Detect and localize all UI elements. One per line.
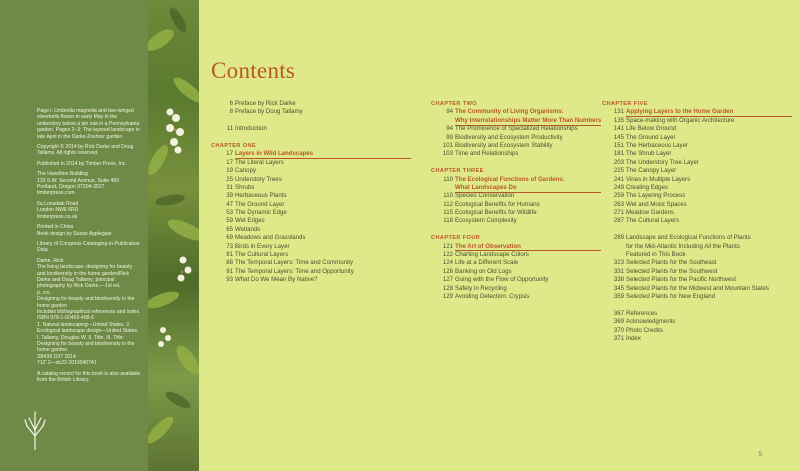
toc-page-number: 69 xyxy=(226,234,233,242)
toc-entry-title: Why Interrelationships Matter More Than Numbers xyxy=(455,116,602,124)
toc-entry[interactable] xyxy=(431,209,601,217)
toc-page-number: 249 xyxy=(613,183,624,191)
toc-entry-title: The Temporal Layers: Time and Community xyxy=(235,259,354,267)
toc-entry-title: Species Conservation xyxy=(455,192,515,200)
toc-entry-title: The Cultural Layers xyxy=(235,251,289,259)
toc-page-number: 6 xyxy=(229,100,233,107)
toc-entry-title: The Community of Living Organisms: xyxy=(455,108,564,116)
contents-column-3 xyxy=(602,100,792,343)
toc-entry[interactable] xyxy=(602,327,792,335)
toc-page-number: 259 xyxy=(613,192,624,200)
toc-entry-title: Wetlands xyxy=(235,225,261,233)
toc-entry[interactable] xyxy=(211,209,411,217)
toc-entry[interactable] xyxy=(602,167,792,175)
toc-page-number: 367 xyxy=(613,309,624,317)
copyright-text xyxy=(37,108,141,387)
toc-entry-title: Preface by Rick Darke xyxy=(235,100,296,107)
toc-entry[interactable] xyxy=(431,276,601,284)
toc-page-number: 103 xyxy=(442,150,453,158)
toc-entry-title: for the Mid-Atlantic Including All the Plants xyxy=(626,242,740,250)
toc-page-number: 131 xyxy=(613,108,624,116)
toc-page-number: 141 xyxy=(613,125,624,133)
toc-page-number: 263 xyxy=(613,200,624,208)
chapter-label: CHAPTER TWO xyxy=(431,101,478,107)
toc-entry[interactable] xyxy=(602,335,792,343)
toc-entry[interactable] xyxy=(431,134,601,142)
toc-entry-title: Shrubs xyxy=(235,183,255,191)
toc-entry-title: Selected Plants for New England xyxy=(626,292,716,300)
chapter-label: CHAPTER FIVE xyxy=(602,101,648,107)
toc-entry[interactable] xyxy=(431,217,601,225)
toc-entry[interactable] xyxy=(211,176,411,184)
chapter-title[interactable] xyxy=(431,243,601,251)
toc-entry[interactable] xyxy=(431,142,601,150)
toc-entry[interactable] xyxy=(211,125,411,133)
toc-entry-title: Meadows and Grasslands xyxy=(235,234,306,242)
toc-entry-title: The Ground Layer xyxy=(626,133,676,141)
toc-entry[interactable] xyxy=(602,251,792,259)
toc-entry[interactable] xyxy=(431,150,601,158)
toc-page-number: 225 xyxy=(613,167,624,175)
toc-entry-title: Selected Plants for the Midwest and Mountain States xyxy=(626,284,769,292)
toc-entry[interactable] xyxy=(211,234,411,242)
toc-entry-title: Preface by Doug Tallamy xyxy=(235,108,303,116)
copyright-paragraph: Library of Congress Cataloging-in-Publication Data xyxy=(37,240,140,254)
tree-logo-icon xyxy=(24,410,46,450)
toc-entry[interactable] xyxy=(602,142,792,150)
toc-page-number: 65 xyxy=(226,225,233,233)
toc-entry-title: Understory Trees xyxy=(235,175,282,183)
toc-entry[interactable] xyxy=(431,285,601,293)
toc-entry-title: Going with the Flow of Opportunity xyxy=(455,276,549,284)
toc-entry-title: The Dynamic Edge xyxy=(235,209,287,217)
toc-entry[interactable] xyxy=(602,150,792,158)
spacer xyxy=(602,226,792,234)
toc-page-number: 17 xyxy=(226,150,233,158)
copyright-paragraph: 6a Lonsdale Road London NW6 6RD timberpress.co.uk xyxy=(37,200,79,220)
toc-entry[interactable] xyxy=(602,217,792,225)
toc-page-number: 19 xyxy=(226,167,233,175)
chapter-title[interactable] xyxy=(211,150,411,158)
toc-page-number: 47 xyxy=(226,200,233,208)
copyright-paragraph: A catalog record for this book is also available from the British Library. xyxy=(37,370,141,384)
toc-entry[interactable] xyxy=(602,192,792,200)
toc-entry[interactable] xyxy=(211,108,411,116)
toc-entry[interactable] xyxy=(602,201,792,209)
toc-entry[interactable] xyxy=(602,318,792,326)
toc-page-number: 271 xyxy=(613,209,624,217)
toc-page-number: 99 xyxy=(446,133,453,141)
toc-entry[interactable] xyxy=(211,259,411,267)
toc-entry[interactable] xyxy=(431,192,601,200)
toc-page-number: 121 xyxy=(442,242,453,250)
chapter-title[interactable] xyxy=(602,108,792,116)
contents-column-2 xyxy=(431,100,601,301)
toc-page-number: 8 xyxy=(229,108,233,116)
toc-entry-title: Featured in This Book xyxy=(626,251,686,259)
toc-page-number: 112 xyxy=(443,200,453,208)
toc-page-number: 289 xyxy=(613,234,624,242)
toc-entry-title: Layers in Wild Landscapes xyxy=(235,150,314,158)
toc-page-number: 93 xyxy=(226,276,233,284)
toc-entry[interactable] xyxy=(602,276,792,284)
toc-page-number: 135 xyxy=(613,116,624,124)
toc-entry-title: What Landscapes Do xyxy=(455,183,517,191)
toc-entry[interactable] xyxy=(602,293,792,301)
copyright-paragraph: Copyright © 2014 by Rick Darke and Doug Tallamy. All rights reserved. xyxy=(37,144,134,157)
toc-entry-title: The Art of Observation xyxy=(455,242,521,250)
toc-page-number: 287 xyxy=(613,217,624,225)
toc-entry-title: Space-making with Organic Architecture xyxy=(626,116,735,124)
toc-entry-title: The Shrub Layer xyxy=(626,150,672,158)
toc-entry-title: The Layering Process xyxy=(626,192,686,200)
toc-entry-title: Avoiding Detection: Crypsis xyxy=(455,292,530,300)
spacer xyxy=(211,134,411,142)
chapter-label: CHAPTER THREE xyxy=(431,168,484,175)
toc-page-number: 91 xyxy=(226,267,233,275)
toc-page-number: 338 xyxy=(613,276,624,284)
toc-entry[interactable] xyxy=(211,167,411,175)
toc-entry[interactable] xyxy=(431,268,601,276)
toc-page-number: 127 xyxy=(442,276,453,284)
toc-entry[interactable] xyxy=(211,268,411,276)
toc-page-number: 31 xyxy=(226,183,233,191)
toc-entry-title: Life at a Different Scale xyxy=(455,259,519,267)
toc-entry-title: Introduction xyxy=(235,125,267,133)
toc-page-number: 81 xyxy=(226,251,233,259)
spacer xyxy=(211,117,411,125)
toc-entry-title: Biodiversity and Ecosystem Productivity xyxy=(455,133,563,141)
toc-page-number: 94 xyxy=(446,125,453,133)
toc-entry-title: The Prominence of Specialized Relationships xyxy=(455,125,578,133)
toc-entry[interactable] xyxy=(602,310,792,318)
toc-page-number: 88 xyxy=(226,259,233,267)
toc-entry-title: Herbaceous Plants xyxy=(235,192,287,200)
toc-entry[interactable] xyxy=(211,184,411,192)
toc-entry[interactable] xyxy=(431,251,601,259)
toc-page-number: 370 xyxy=(613,326,624,334)
toc-page-number: 323 xyxy=(613,259,624,267)
spacer xyxy=(602,301,792,309)
toc-entry-title: The Ecological Functions of Gardens: xyxy=(455,175,565,183)
toc-entry-title: Canopy xyxy=(235,167,257,175)
toc-entry[interactable] xyxy=(602,259,792,267)
toc-page-number: 73 xyxy=(226,242,233,250)
toc-entry[interactable] xyxy=(602,234,792,242)
toc-entry-title: Biodiversity and Ecosystem Stability xyxy=(455,141,553,149)
toc-entry[interactable] xyxy=(211,100,411,108)
page-number: 5 xyxy=(758,451,762,458)
toc-entry-title: Landscape and Ecological Functions of Plants xyxy=(626,234,751,242)
toc-entry[interactable] xyxy=(602,176,792,184)
toc-entry-title: Banking on Old Logs xyxy=(455,267,512,275)
copyright-paragraph: Printed in China Book design by Susan Applegate xyxy=(37,224,112,237)
toc-page-number: 115 xyxy=(443,209,453,217)
toc-page-number: 53 xyxy=(226,209,233,217)
toc-entry-title: Applying Layers to the Home Garden xyxy=(626,108,734,116)
spacer xyxy=(431,226,601,234)
toc-entry-title: Birds in Every Layer xyxy=(235,242,290,250)
toc-entry-title: Wet and Moist Spaces xyxy=(626,200,687,208)
chapter-title[interactable] xyxy=(431,176,601,184)
toc-page-number: 124 xyxy=(442,259,453,267)
toc-entry[interactable] xyxy=(602,268,792,276)
page-title: Contents xyxy=(211,58,296,83)
toc-entry[interactable] xyxy=(211,201,411,209)
toc-page-number: 94 xyxy=(446,108,453,116)
toc-page-number: 359 xyxy=(613,292,624,300)
toc-entry-title: Selected Plants for the Southeast xyxy=(626,259,717,267)
toc-entry-title: Index xyxy=(626,334,641,342)
toc-entry-title: Acknowledgments xyxy=(626,318,676,326)
toc-page-number: 128 xyxy=(442,284,453,292)
toc-page-number: 151 xyxy=(613,141,624,149)
toc-page-number: 331 xyxy=(613,267,624,275)
copyright-paragraph: The Haseltine Building 133 S.W. Second Avenue, Suite 450 Portland, Oregon 97204-3527 timberpress.com xyxy=(37,171,120,197)
copyright-paragraph: Darke, Rick. The living landscape: designing for beauty and biodiversity in the home garden/Rick Darke and Doug Tallamy; principal photography by Rick Darke.—1st ed. p. cm. Designing for beauty and biodiversity in the home garden Includes bibliographical references and index. ISBN 978-1-60469-408-6 1. Natural landscaping—United States. 2. Ecological landscape design—United States. I. Tallamy, Douglas W. II. Title. III. Title: Designing for beauty and biodiversity in the home garden. SB439.D37 2014 712'.2—dc23 2013040741 xyxy=(37,257,141,367)
toc-entry-title: References xyxy=(626,309,658,317)
chapter-label: CHAPTER FOUR xyxy=(431,235,481,242)
toc-entry[interactable] xyxy=(602,209,792,217)
toc-entry[interactable] xyxy=(211,251,411,259)
chapter-label: CHAPTER ONE xyxy=(211,142,257,149)
toc-page-number: 369 xyxy=(613,318,624,326)
chapter-title[interactable] xyxy=(431,184,601,192)
toc-entry-title: What Do We Mean By Native? xyxy=(235,276,318,284)
toc-page-number: 145 xyxy=(613,133,624,141)
toc-page-number: 241 xyxy=(613,175,624,183)
toc-entry-title: The Herbaceous Layer xyxy=(626,141,688,149)
toc-entry[interactable] xyxy=(602,243,792,251)
toc-entry[interactable] xyxy=(602,184,792,192)
toc-page-number: 110 xyxy=(443,192,453,200)
toc-page-number: 11 xyxy=(226,125,233,133)
toc-entry-title: Ecological Benefits for Wildlife xyxy=(455,209,537,217)
toc-page-number: 345 xyxy=(613,284,624,292)
toc-entry[interactable] xyxy=(431,259,601,267)
toc-page-number: 181 xyxy=(613,150,624,158)
toc-entry-title: Ecosystem Complexity xyxy=(455,217,517,225)
toc-entry[interactable] xyxy=(431,293,601,301)
toc-entry[interactable] xyxy=(602,134,792,142)
toc-entry-title: Creating Edges xyxy=(626,183,669,191)
toc-entry-title: Selected Plants for the Southwest xyxy=(626,267,718,275)
toc-entry-title: Charting Landscape Colors xyxy=(455,251,529,259)
toc-entry-title: The Cultural Layers xyxy=(626,217,680,225)
toc-entry-title: Meadow Gardens xyxy=(626,209,675,217)
toc-entry-title: The Ground Layer xyxy=(235,200,285,208)
toc-entry-title: Wet Edges xyxy=(235,217,265,225)
toc-entry-title: Life Below Ground xyxy=(626,125,677,133)
toc-entry[interactable] xyxy=(431,125,601,133)
copyright-sidebar xyxy=(0,0,148,471)
copyright-paragraph: Page i: Umbrella magnolia and two-winged silverbells flower in early May in the understory below a pin oak in a Pennsylvania garden. Pages 2–3: The layered landscape in late April in the Darke-Zoehrer garden xyxy=(37,108,140,140)
toc-entry[interactable] xyxy=(602,285,792,293)
toc-entry[interactable] xyxy=(602,117,792,125)
toc-entry-title: Safety in Recycling xyxy=(455,284,507,292)
toc-entry-title: Vines in Multiple Layers xyxy=(626,175,691,183)
toc-entry-title: The Understory Tree Layer xyxy=(626,158,699,166)
toc-entry[interactable] xyxy=(602,159,792,167)
chestnut-blossom-photo xyxy=(148,0,199,471)
toc-entry[interactable] xyxy=(211,276,411,284)
toc-page-number: 25 xyxy=(226,175,233,183)
toc-page-number: 59 xyxy=(226,217,233,225)
contents-column-1 xyxy=(211,100,411,285)
toc-entry-title: The Canopy Layer xyxy=(626,167,677,175)
toc-page-number: 110 xyxy=(443,175,453,183)
chapter-title[interactable] xyxy=(431,117,601,125)
copyright-paragraph: Published in 2014 by Timber Press, Inc. xyxy=(37,160,127,167)
toc-page-number: 17 xyxy=(226,158,233,166)
toc-entry[interactable] xyxy=(431,201,601,209)
toc-entry[interactable] xyxy=(211,159,411,167)
chapter-title[interactable] xyxy=(431,108,601,116)
spacer xyxy=(431,159,601,167)
toc-page-number: 118 xyxy=(443,217,453,225)
toc-page-number: 129 xyxy=(442,292,453,300)
toc-entry-title: Time and Relationships xyxy=(455,150,519,158)
toc-page-number: 126 xyxy=(442,267,453,275)
toc-page-number: 101 xyxy=(442,141,453,149)
toc-entry[interactable] xyxy=(602,125,792,133)
toc-entry[interactable] xyxy=(211,243,411,251)
toc-page-number: 203 xyxy=(613,158,624,166)
toc-entry-title: Ecological Benefits for Humans xyxy=(455,200,540,208)
toc-page-number: 371 xyxy=(613,334,624,342)
toc-entry-title: The Temporal Layers: Time and Opportunity xyxy=(235,267,354,275)
toc-entry-title: Selected Plants for the Pacific Northwest xyxy=(626,276,737,284)
toc-entry-title: The Literal Layers xyxy=(235,158,284,166)
toc-entry[interactable] xyxy=(211,217,411,225)
toc-page-number: 122 xyxy=(442,251,453,259)
toc-page-number: 39 xyxy=(226,192,233,200)
toc-entry-title: Photo Credits xyxy=(626,326,663,334)
toc-entry[interactable] xyxy=(211,226,411,234)
toc-entry[interactable] xyxy=(211,192,411,200)
